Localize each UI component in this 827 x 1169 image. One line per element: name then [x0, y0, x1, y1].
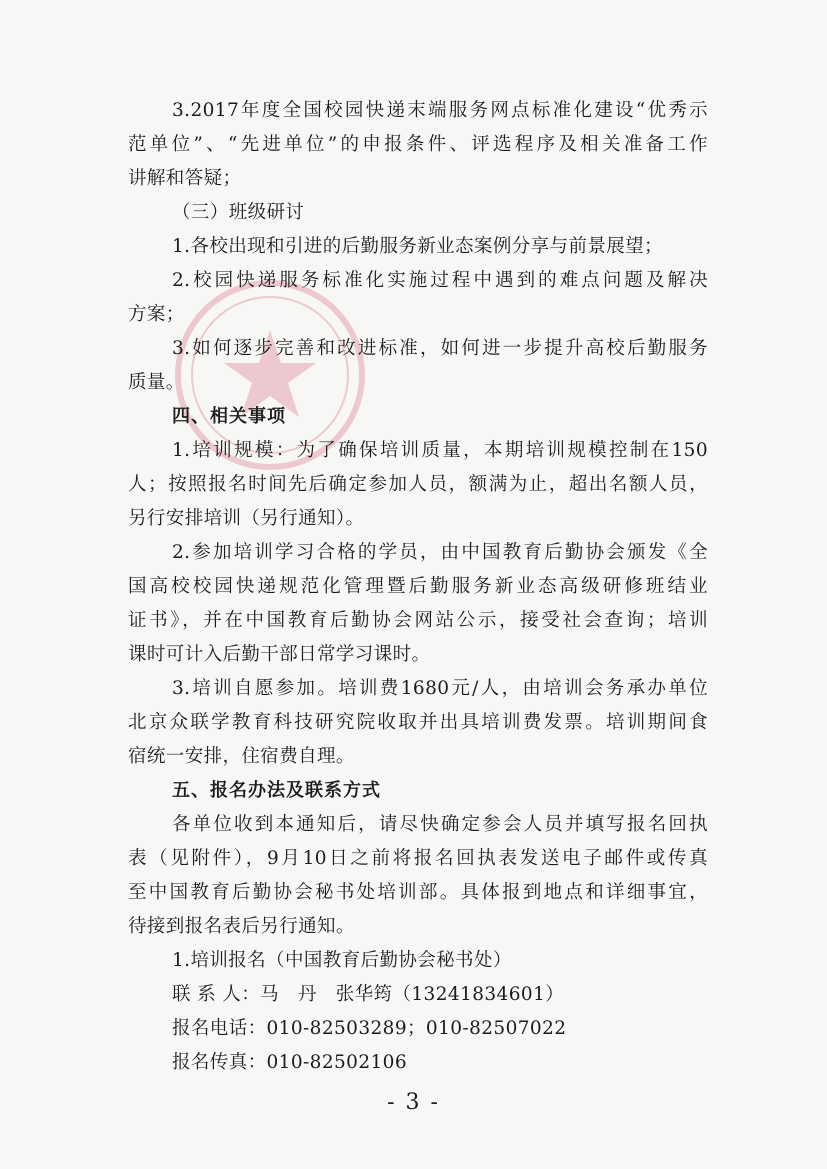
text-line: 2.参加培训学习合格的学员，由中国教育后勤协会颁发《全: [172, 542, 708, 563]
text-line: 至中国教育后勤协会秘书处培训部。具体报到地点和详细事宜，: [128, 882, 708, 903]
text-line: 北京众联学教育科技研究院收取并出具培训费发票。培训期间食: [128, 712, 708, 733]
text-line: 3.培训自愿参加。培训费1680元/人，由培训会务承办单位: [172, 678, 708, 699]
text-line: 证书》，并在中国教育后勤协会网站公示，接受社会查询；培训: [128, 610, 708, 631]
text-line: 待接到报名表后另行通知。: [128, 916, 355, 937]
text-line: 质量。: [128, 372, 185, 393]
text-line: 1.培训规模：为了确保培训质量，本期培训规模控制在150: [172, 440, 708, 461]
document-body: [128, 94, 708, 1080]
text-line: 课时可计入后勤干部日常学习课时。: [128, 644, 431, 665]
text-line: 讲解和答疑；: [128, 168, 242, 189]
section-heading: 四、相关事项: [172, 406, 286, 427]
text-line: 方案；: [128, 304, 185, 325]
text-line: 2.校园快递服务标准化实施过程中遇到的难点问题及解决: [172, 270, 708, 291]
section-subheading: （三）班级研讨: [172, 202, 305, 223]
text-line: 另行安排培训（另行通知）。: [128, 508, 365, 529]
text-line: 表（见附件），9月10日之前将报名回执表发送电子邮件或传真: [128, 848, 708, 869]
contact-fax: 报名传真：010-82502106: [172, 1052, 408, 1073]
text-line: 范单位”、“先进单位”的申报条件、评选程序及相关准备工作: [128, 134, 708, 155]
contact-person: 联 系 人：马 丹 张华筠（13241834601）: [172, 984, 565, 1005]
text-line: 1.各校出现和引进的后勤服务新业态案例分享与前景展望；: [172, 236, 663, 257]
text-line: 各单位收到本通知后，请尽快确定参会人员并填写报名回执: [172, 814, 708, 835]
text-line: 国高校校园快递规范化管理暨后勤服务新业态高级研修班结业: [128, 576, 708, 597]
text-line: 3.2017年度全国校园快递末端服务网点标准化建设“优秀示: [172, 100, 708, 121]
text-line: 宿统一安排，住宿费自理。: [128, 746, 355, 767]
text-line: 1.培训报名（中国教育后勤协会秘书处）: [172, 950, 512, 971]
text-line: 人；按照报名时间先后确定参加人员，额满为止，超出名额人员，: [128, 474, 708, 495]
contact-phone: 报名电话：010-82503289；010-82507022: [172, 1018, 567, 1039]
page-number: - 3 -: [387, 1090, 440, 1115]
text-line: 3.如何逐步完善和改进标准，如何进一步提升高校后勤服务: [172, 338, 708, 359]
section-heading: 五、报名办法及联系方式: [172, 780, 381, 801]
